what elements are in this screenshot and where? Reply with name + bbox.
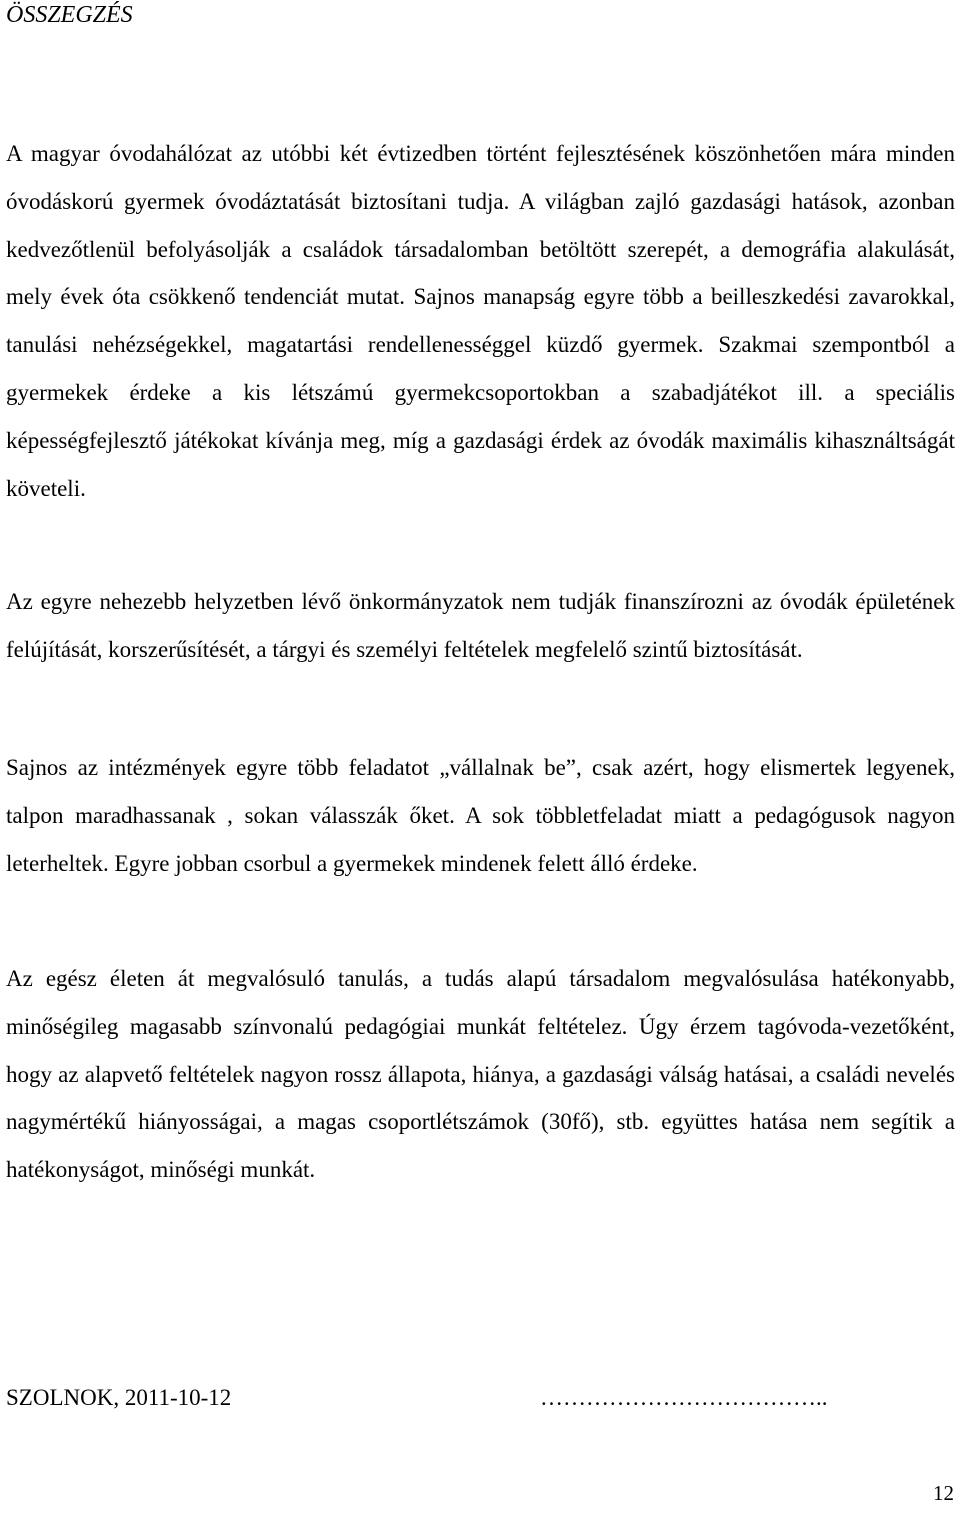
page-number: 12 [933,1481,954,1505]
signature-line: ……………………………….. [540,1385,828,1410]
place-date: SZOLNOK, 2011-10-12 [6,1385,232,1410]
page-title: ÖSSZEGZÉS [6,2,133,28]
paragraph-4: Az egész életen át megvalósuló tanulás, a tudás alapú társadalom megvalósulása hatékonyabb, minőségileg magasabb színvonalú pedagógiai munkát feltételez. Úgy érzem tagóvoda-vezetőként, hogy az alapvető feltételek nagyon rossz állapota, hiánya, a gazdasági válság hatásai, a családi nevelés nagymértékű hiányosságai, a magas csoportlétszámok (30fő), stb. együttes hatása nem segítik a hatékonyságot, minőségi munkát. [6,966,955,1183]
paragraph-3: Sajnos az intézmények egyre több feladatot „vállalnak be”, csak azért, hogy elismertek legyenek, talpon maradhassanak , sokan válasszák őket. A sok többletfeladat miatt a pedagógusok nagyon leterheltek. Egyre jobban csorbul a gyermekek mindenek felett álló érdeke. [6,755,955,876]
paragraph-1: A magyar óvodahálózat az utóbbi két évtizedben történt fejlesztésének köszönhetően mára minden óvodáskorú gyermek óvodáztatását biztosítani tudja. A világban zajló gazdasági hatások, azonban kedvezőtlenül befolyásolják a családok társadalomban betöltött szerepét, a demográfia alakulását, mely évek óta csökkenő tendenciát mutat. Sajnos manapság egyre több a beilleszkedési zavarokkal, tanulási nehézségekkel, magatartási rendellenességgel küzdő gyermek. Szakmai szempontból a gyermekek érdeke a kis létszámú gyermekcsoportokban a szabadjátékot ill. a speciális képességfejlesztő játékokat kívánja meg, míg a gazdasági érdek az óvodák maximális kihasználtságát követeli. [6,141,955,501]
paragraph-2: Az egyre nehezebb helyzetben lévő önkormányzatok nem tudják finanszírozni az óvodák épületének felújítását, korszerűsítését, a tárgyi és személyi feltételek megfelelő szintű biztosítását. [6,589,955,662]
